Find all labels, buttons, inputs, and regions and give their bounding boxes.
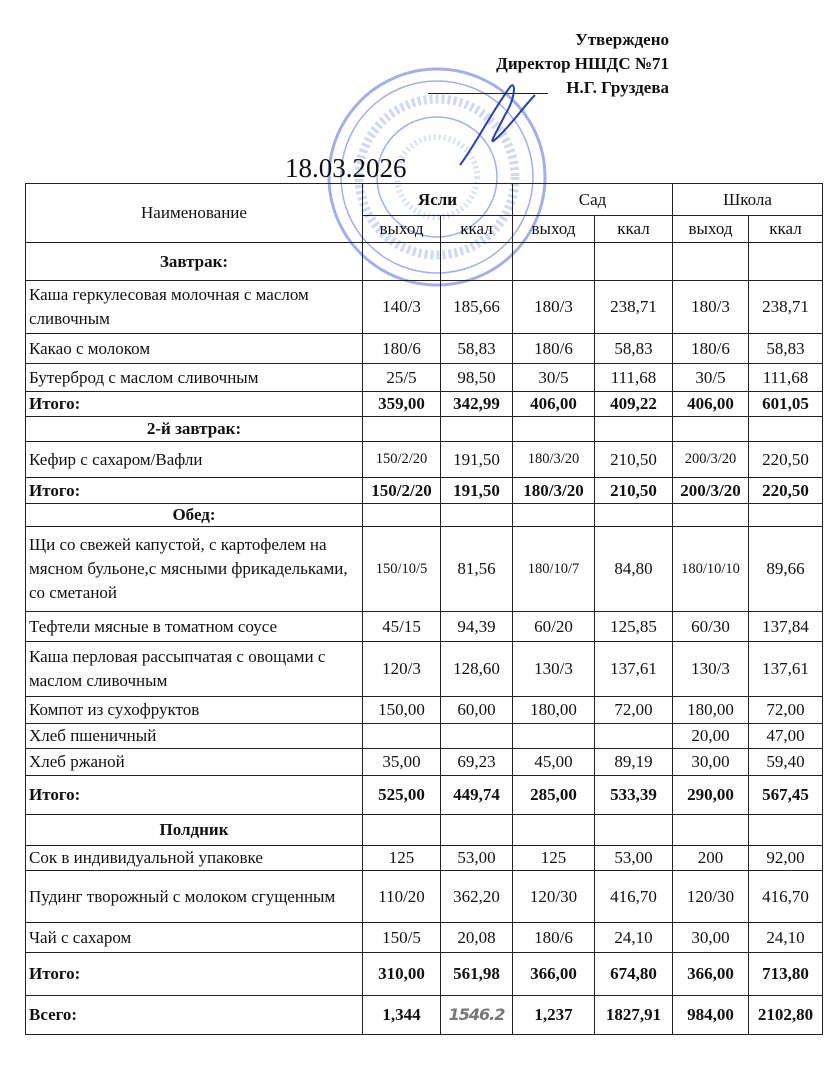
empty-cell [363, 243, 441, 281]
kcal-value [595, 724, 673, 749]
kcal-value: 98,50 [441, 364, 513, 392]
dish-name: Бутерброд с маслом сливочным [26, 364, 363, 392]
handwritten-value: 1546.2 [448, 1005, 505, 1024]
subheader-kcal: ккал [441, 216, 513, 243]
subheader-yield: выход [363, 216, 441, 243]
kcal-value: 220,50 [749, 442, 823, 478]
kcal-value: 449,74 [441, 776, 513, 815]
total-row [26, 776, 823, 815]
yield-value: 150/5 [363, 923, 441, 953]
menu-date: 18.03.2026 [285, 153, 407, 183]
empty-cell [749, 815, 823, 846]
kcal-value: 60,00 [441, 697, 513, 724]
kcal-value: 53,00 [441, 846, 513, 871]
table-row [26, 364, 823, 392]
menu-table [25, 183, 823, 1035]
kcal-value: 601,05 [749, 392, 823, 417]
total-row [26, 996, 823, 1035]
yield-value: 180/6 [673, 334, 749, 364]
dish-name: Тефтели мясные в томатном соусе [26, 612, 363, 642]
approval-block [496, 28, 669, 100]
approval-title: Утверждено [575, 30, 669, 49]
empty-cell [363, 504, 441, 527]
table-row [26, 749, 823, 776]
yield-value: 525,00 [363, 776, 441, 815]
empty-cell [595, 815, 673, 846]
kcal-value: 47,00 [749, 724, 823, 749]
yield-value: 310,00 [363, 953, 441, 996]
yield-value: 1,344 [363, 996, 441, 1035]
yield-value: 200 [673, 846, 749, 871]
empty-cell [441, 504, 513, 527]
kcal-value: 674,80 [595, 953, 673, 996]
yield-value: 125 [513, 846, 595, 871]
kcal-value: 409,22 [595, 392, 673, 417]
dish-name: Итого: [26, 392, 363, 417]
kcal-value: 24,10 [595, 923, 673, 953]
yield-value [513, 724, 595, 749]
kcal-value: 210,50 [595, 478, 673, 504]
yield-value: 366,00 [513, 953, 595, 996]
table-row [26, 846, 823, 871]
yield-value: 180/3/20 [513, 442, 595, 478]
yield-value: 359,00 [363, 392, 441, 417]
dish-name: Какао с молоком [26, 334, 363, 364]
group-header-kindergarten: Сад [513, 184, 673, 216]
kcal-value: 92,00 [749, 846, 823, 871]
column-header-name: Наименование [26, 184, 363, 243]
empty-cell [749, 417, 823, 442]
empty-cell [441, 815, 513, 846]
empty-cell [595, 243, 673, 281]
kcal-value: 58,83 [749, 334, 823, 364]
kcal-value: 713,80 [749, 953, 823, 996]
section-title: Завтрак: [26, 243, 363, 281]
empty-cell [595, 504, 673, 527]
yield-value: 180/3/20 [513, 478, 595, 504]
kcal-value: 125,85 [595, 612, 673, 642]
dish-name: Итого: [26, 478, 363, 504]
dish-name: Пудинг творожный с молоком сгущенным [26, 871, 363, 923]
kcal-value [441, 724, 513, 749]
kcal-value: 416,70 [595, 871, 673, 923]
empty-cell [513, 417, 595, 442]
kcal-value: 416,70 [749, 871, 823, 923]
empty-cell [441, 243, 513, 281]
empty-cell [749, 243, 823, 281]
dish-name: Сок в индивидуальной упаковке [26, 846, 363, 871]
empty-cell [441, 417, 513, 442]
kcal-value: 533,39 [595, 776, 673, 815]
kcal-value: 69,23 [441, 749, 513, 776]
kcal-value: 84,80 [595, 527, 673, 612]
empty-cell [595, 417, 673, 442]
table-row [26, 442, 823, 478]
kcal-value: 137,61 [595, 642, 673, 697]
total-row [26, 392, 823, 417]
kcal-value: 20,08 [441, 923, 513, 953]
yield-value: 180/10/10 [673, 527, 749, 612]
yield-value: 150/2/20 [363, 442, 441, 478]
kcal-value: 2102,80 [749, 996, 823, 1035]
empty-cell [363, 815, 441, 846]
kcal-value: 137,61 [749, 642, 823, 697]
yield-value: 180,00 [513, 697, 595, 724]
section-title: Обед: [26, 504, 363, 527]
yield-value: 290,00 [673, 776, 749, 815]
yield-value: 180,00 [673, 697, 749, 724]
yield-value: 150/10/5 [363, 527, 441, 612]
yield-value [363, 724, 441, 749]
kcal-value [441, 996, 513, 1035]
kcal-value: 72,00 [595, 697, 673, 724]
table-row [26, 724, 823, 749]
yield-value: 984,00 [673, 996, 749, 1035]
yield-value: 20,00 [673, 724, 749, 749]
empty-cell [673, 243, 749, 281]
table-row [26, 697, 823, 724]
yield-value: 150/2/20 [363, 478, 441, 504]
kcal-value: 191,50 [441, 442, 513, 478]
yield-value: 180/10/7 [513, 527, 595, 612]
yield-value: 1,237 [513, 996, 595, 1035]
section-row [26, 504, 823, 527]
yield-value: 125 [363, 846, 441, 871]
empty-cell [673, 815, 749, 846]
kcal-value: 238,71 [749, 281, 823, 334]
kcal-value: 137,84 [749, 612, 823, 642]
dish-name: Итого: [26, 953, 363, 996]
table-row [26, 612, 823, 642]
kcal-value: 220,50 [749, 478, 823, 504]
kcal-value: 210,50 [595, 442, 673, 478]
dish-name: Каша геркулесовая молочная с маслом сливочным [26, 281, 363, 334]
kcal-value: 111,68 [749, 364, 823, 392]
signature-line [428, 93, 548, 94]
yield-value: 45,00 [513, 749, 595, 776]
dish-name: Хлеб ржаной [26, 749, 363, 776]
dish-name: Хлеб пшеничный [26, 724, 363, 749]
dish-name: Щи со свежей капустой, с картофелем на мясном бульоне,с мясными фрикадельками, со сметаной [26, 527, 363, 612]
section-title: Полдник [26, 815, 363, 846]
kcal-value: 561,98 [441, 953, 513, 996]
section-row [26, 815, 823, 846]
yield-value: 120/30 [513, 871, 595, 923]
kcal-value: 111,68 [595, 364, 673, 392]
kcal-value: 58,83 [441, 334, 513, 364]
dish-name: Всего: [26, 996, 363, 1035]
yield-value: 285,00 [513, 776, 595, 815]
table-row [26, 871, 823, 923]
dish-name: Каша перловая рассыпчатая с овощами с маслом сливочным [26, 642, 363, 697]
yield-value: 406,00 [513, 392, 595, 417]
table-row [26, 527, 823, 612]
yield-value: 180/3 [673, 281, 749, 334]
dish-name: Итого: [26, 776, 363, 815]
table-row [26, 642, 823, 697]
yield-value: 366,00 [673, 953, 749, 996]
group-header-school: Школа [673, 184, 823, 216]
kcal-value: 185,66 [441, 281, 513, 334]
subheader-yield: выход [673, 216, 749, 243]
table-row [26, 281, 823, 334]
yield-value: 130/3 [513, 642, 595, 697]
yield-value: 30/5 [513, 364, 595, 392]
yield-value: 30/5 [673, 364, 749, 392]
kcal-value: 191,50 [441, 478, 513, 504]
yield-value: 180/6 [513, 923, 595, 953]
yield-value: 110/20 [363, 871, 441, 923]
kcal-value: 81,56 [441, 527, 513, 612]
yield-value: 60/30 [673, 612, 749, 642]
kcal-value: 59,40 [749, 749, 823, 776]
dish-name: Компот из сухофруктов [26, 697, 363, 724]
kcal-value: 128,60 [441, 642, 513, 697]
yield-value: 25/5 [363, 364, 441, 392]
subheader-yield: выход [513, 216, 595, 243]
yield-value: 180/6 [513, 334, 595, 364]
kcal-value: 94,39 [441, 612, 513, 642]
kcal-value: 342,99 [441, 392, 513, 417]
kcal-value: 1827,91 [595, 996, 673, 1035]
dish-name: Кефир с сахаром/Вафли [26, 442, 363, 478]
empty-cell [673, 504, 749, 527]
kcal-value: 53,00 [595, 846, 673, 871]
section-row [26, 243, 823, 281]
yield-value: 150,00 [363, 697, 441, 724]
yield-value: 406,00 [673, 392, 749, 417]
yield-value: 180/3 [513, 281, 595, 334]
table-row [26, 334, 823, 364]
kcal-value: 362,20 [441, 871, 513, 923]
yield-value: 30,00 [673, 923, 749, 953]
yield-value: 30,00 [673, 749, 749, 776]
approval-position: Директор НШДС №71 [496, 54, 669, 73]
yield-value: 35,00 [363, 749, 441, 776]
total-row [26, 478, 823, 504]
kcal-value: 72,00 [749, 697, 823, 724]
kcal-value: 89,66 [749, 527, 823, 612]
section-row [26, 417, 823, 442]
yield-value: 200/3/20 [673, 478, 749, 504]
approval-name: Н.Г. Груздева [566, 78, 669, 97]
subheader-kcal: ккал [749, 216, 823, 243]
yield-value: 140/3 [363, 281, 441, 334]
kcal-value: 567,45 [749, 776, 823, 815]
kcal-value: 24,10 [749, 923, 823, 953]
empty-cell [513, 243, 595, 281]
subheader-kcal: ккал [595, 216, 673, 243]
empty-cell [513, 504, 595, 527]
yield-value: 120/3 [363, 642, 441, 697]
empty-cell [513, 815, 595, 846]
yield-value: 120/30 [673, 871, 749, 923]
total-row [26, 953, 823, 996]
table-row [26, 923, 823, 953]
yield-value: 180/6 [363, 334, 441, 364]
group-header-nursery: Ясли [363, 184, 513, 216]
empty-cell [673, 417, 749, 442]
yield-value: 60/20 [513, 612, 595, 642]
yield-value: 45/15 [363, 612, 441, 642]
yield-value: 200/3/20 [673, 442, 749, 478]
yield-value: 130/3 [673, 642, 749, 697]
dish-name: Чай с сахаром [26, 923, 363, 953]
section-title: 2-й завтрак: [26, 417, 363, 442]
kcal-value: 89,19 [595, 749, 673, 776]
kcal-value: 238,71 [595, 281, 673, 334]
kcal-value: 58,83 [595, 334, 673, 364]
empty-cell [749, 504, 823, 527]
empty-cell [363, 417, 441, 442]
